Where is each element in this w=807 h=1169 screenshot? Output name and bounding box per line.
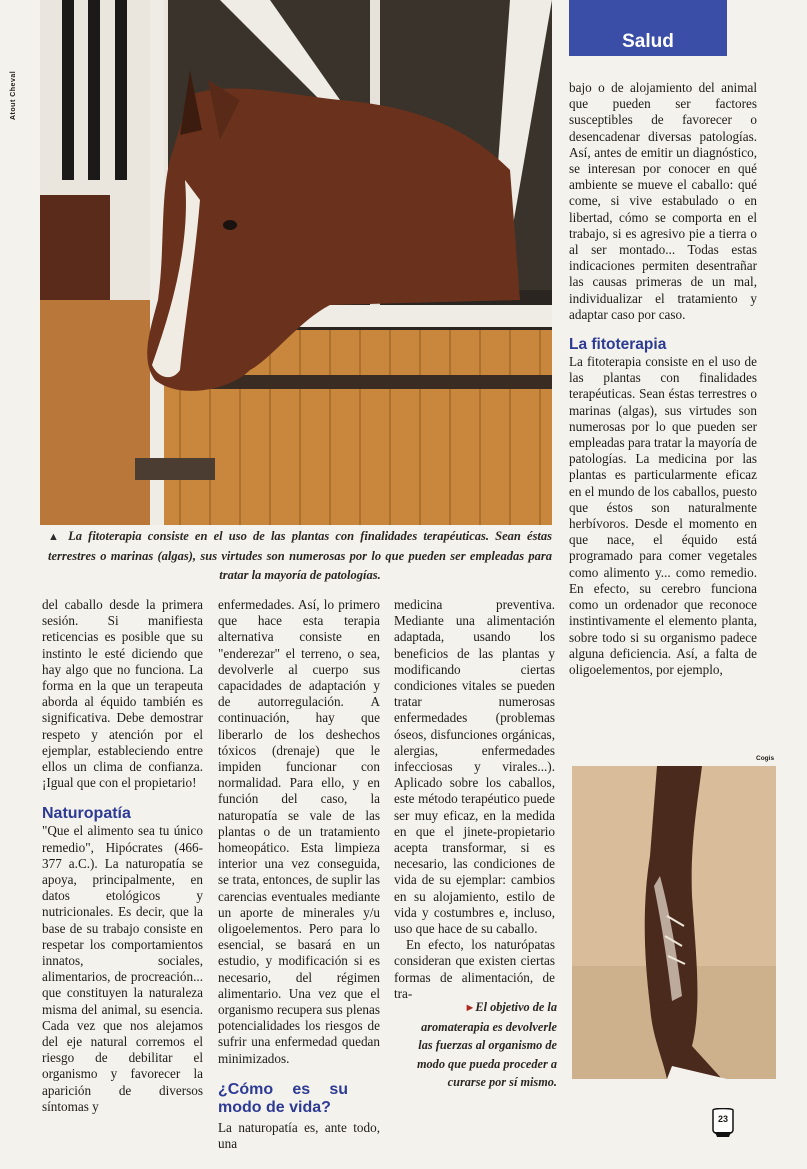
column-three-paragraph-one: medicina preventiva. Mediante una alimentación adaptada, usando los beneficios de las plantas y modificando ciertas condiciones vitales se pueden tratar numerosas enfermedades (problemas óseos, disfunciones orgánicas, alergias, enfermedades infecciosas y virales...). Aplicado sobre los caballos, este método terapéutico puede ser muy eficaz, en la medida en que el jinete-propietario acepta transformar, si es necesario, las condiciones de vida de su ejemplar: cambios en su alojamiento, estilo de vida y costumbres e, incluso, uso que hace de su caballo. xyxy=(394,597,555,937)
naturopatia-paragraph: "Que el alimento sea tu único remedio", Hipócrates (466-377 a.C.). La naturopatía se apoya, principalmente, en datos etológicos y nutricionales. Es decir, que la base de su trabajo consiste en respetar los comportamientos innatos, sociales, alimentarios, de procreación... que constituyen la naturaleza misma del animal, su esencia. Cada vez que nos alejamos del eje natural corremos el riesgo de debilitar el organismo y favorecer la aparición de diversos síntomas y xyxy=(42,823,203,1114)
heading-modo-de-vida: ¿Cómo es su modo de vida? xyxy=(218,1080,348,1116)
fitoterapia-paragraph: La fitoterapia consiste en el uso de las plantas con finalidades terapéuticas. Sean éstas terrestres o marinas (algas), sus virtudes son numerosas por lo que pueden ser empleadas para tratar la mayoría de patologías. La medicina por las plantas es particularmente eficaz en el mundo de los caballos, puesto que éstos son naturalmente herbívoros. Desde el momento en que nace, el équido está programado para comer vegetales como alimento y... como remedio. En efecto, su cerebro funciona como un ordenador que reconoce instintivamente el elemento planta, sobre todo si su organismo padece alguna deficiencia. Así, a falta de oligoelementos, por ejemplo, xyxy=(569,354,757,677)
horse-leg-photo xyxy=(572,766,776,1079)
horse-stall-photo xyxy=(40,0,552,525)
bottom-caption-text: El objetivo de la aromaterapia es devolverle las fuerzas al organismo de modo que pueda proceder a curarse por sí mismo. xyxy=(416,1000,557,1089)
photo-credit: Cogis xyxy=(756,755,775,762)
heading-naturopatia: Naturopatía xyxy=(42,805,131,823)
heading-fitoterapia: La fitoterapia xyxy=(569,336,667,354)
column-three-paragraph-two: En efecto, los naturópatas consideran que existen ciertas formas de alimentación, de tra- xyxy=(394,937,555,1001)
column-one xyxy=(42,597,203,1115)
right-column-paragraph: bajo o de alojamiento del animal que pueden ser factores susceptibles de favorecer o desencadenar diversas patologías. Así, antes de emitir un diagnóstico, se interesan por conocer en qué ambiente se mueve el caballo: qué come, si vive estabulado o en libertad, cómo se comporta en el trabajo, si es agresivo pie a tierra o al ser montado... Todas estas indicaciones permiten desentrañar las causas primeras de un mal, individualizar el tratamiento y adaptar caso por caso. xyxy=(569,80,757,322)
section-tab-label: Salud xyxy=(622,31,674,52)
page-number: 23 xyxy=(717,1114,728,1124)
top-photo-caption xyxy=(48,527,552,585)
modo-vida-paragraph: La naturopatía es, ante todo, una xyxy=(218,1119,380,1152)
column-three xyxy=(394,597,555,1002)
column-two-paragraph: enfermedades. Así, lo primero que hace esta terapia alternativa consiste en "enderezar" el terreno, o sea, devolverle al cuerpo sus capacidades de adaptación y de autorregulación. A continuación, hay que liberarlo de los deshechos tóxicos (drenaje) que le impiden funcionar con normalidad. Para ello, y en función del caso, la naturopatía se vale de las plantas o de un tratamiento homeopático. Esta limpieza interior una vez conseguida, se trata, entonces, de suplir las carencias eventuales mediante un aporte de minerales y/u oligoelementos. Pero para lo esencial, se basará en un estudio, y modificación si es necesario, del régimen alimentario. Una vez que el organismo recupera sus plenas potencialidades los riesgos de sufrir una enfermedad quedan minimizados. xyxy=(218,597,380,1066)
page-number-badge xyxy=(710,1108,736,1138)
column-two xyxy=(218,597,380,1152)
bottom-photo-caption xyxy=(406,998,557,1092)
top-caption-text: La fitoterapia consiste en el uso de las plantas con finalidades terapéuticas. Sean éstas terrestres o marinas (algas), sus virtudes son numerosas por lo que pueden ser empleadas para tratar la mayoría de patologías. xyxy=(48,529,553,582)
right-column xyxy=(569,80,757,678)
side-credit-text: Atout Cheval xyxy=(10,70,17,120)
caption-triangle-icon: ▲ xyxy=(48,531,62,543)
section-tab xyxy=(569,0,727,56)
side-photo-credit xyxy=(10,70,36,170)
caption-arrow-icon: ► xyxy=(464,1002,476,1014)
column-one-paragraph: del caballo desde la primera sesión. Si manifiesta reticencias es posible que su instinto le esté diciendo que hay algo que no funciona. La forma en la que un terapeuta aborda al équido también es significativa. Debe demostrar respeto y atención por el ejemplar, estableciendo entre ellos un clima de confianza. ¡Igual que con el propietario! xyxy=(42,597,203,791)
